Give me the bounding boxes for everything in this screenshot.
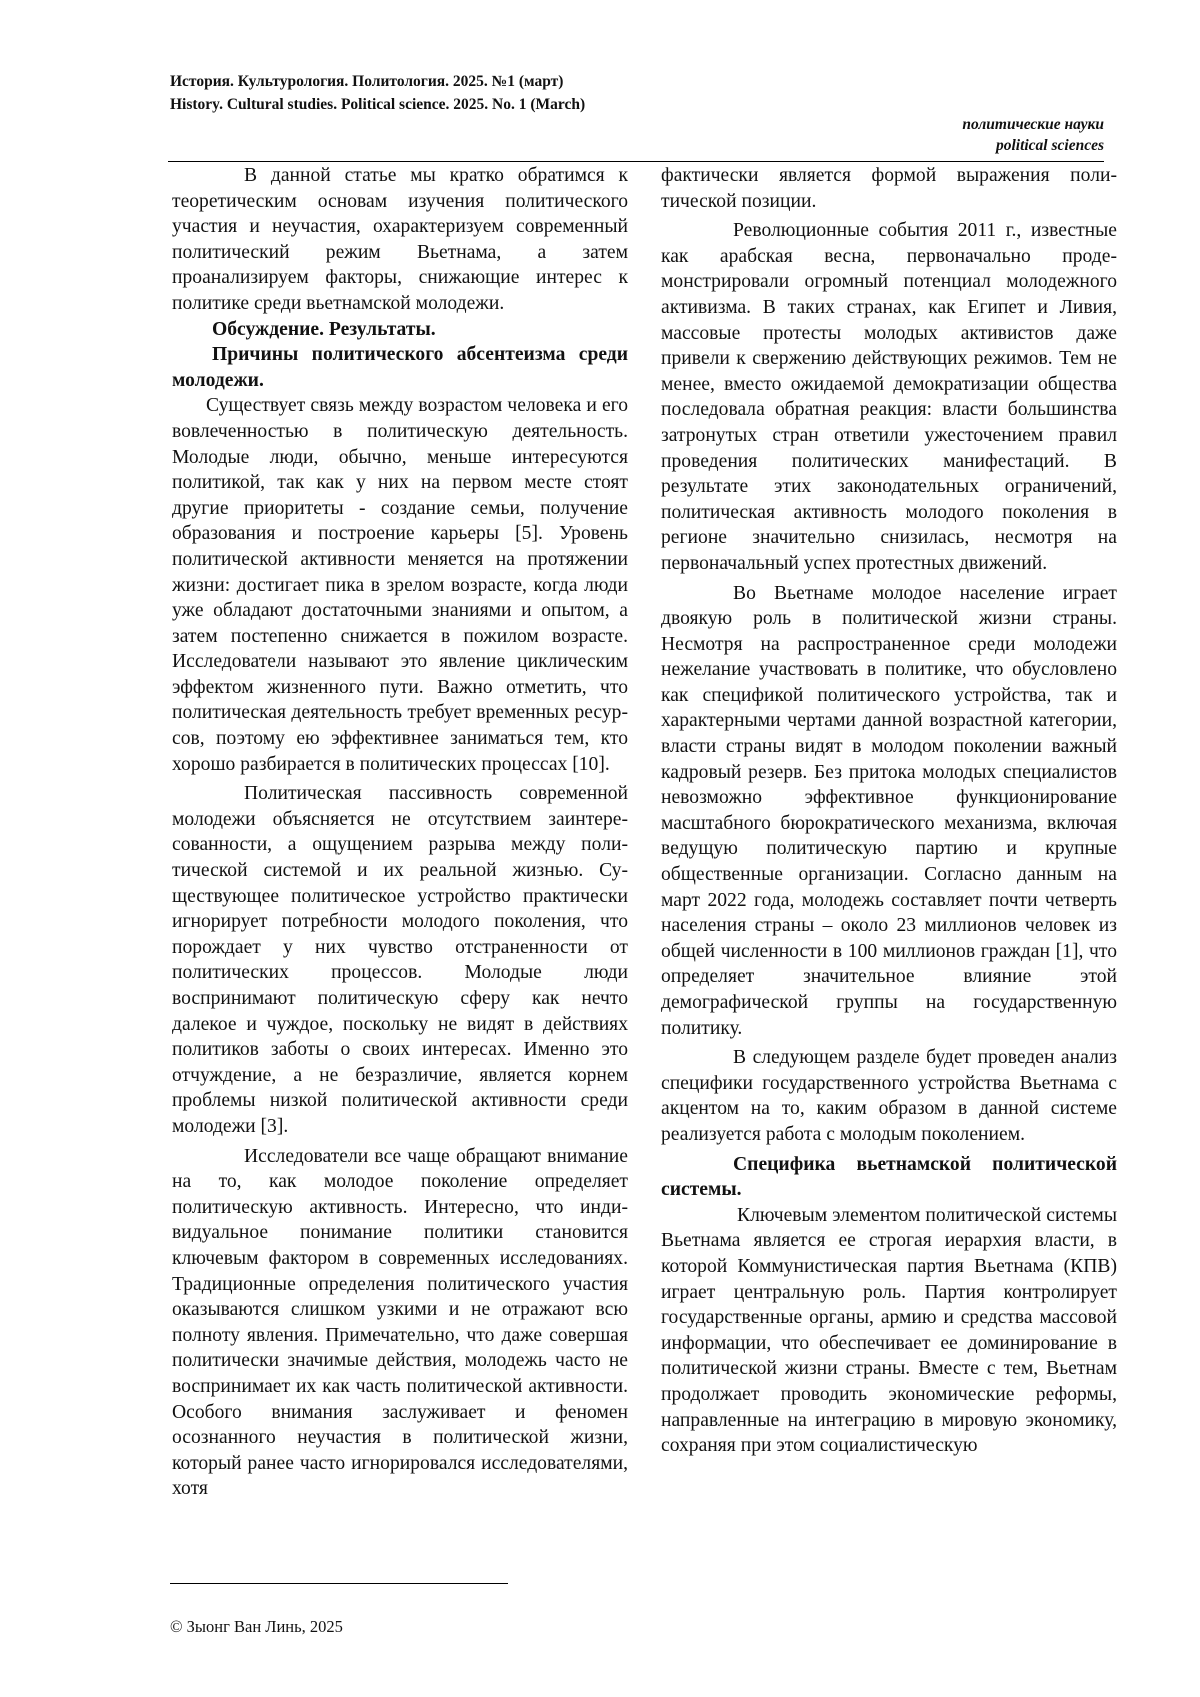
section-label-ru: политические науки bbox=[962, 116, 1104, 133]
paragraph-intro: В данной статье мы кратко обратимся к теоретическим основам изучения политического участия и неучастия, охарактеризуем современный политический режим Вьетнама, а затем проанализируем факторы, снижающие интерес к политике среди вьетнамской молодежи. bbox=[172, 165, 628, 314]
paragraph-next-section: В следующем разделе будет проведен анализ специфики государственного устройства Вьетнама с акцентом на то, каким образом в данной системе реализуется работа с молодым поколением. bbox=[661, 1047, 1117, 1145]
paragraph-continuation: фактически является формой выражения политической позиции. bbox=[661, 165, 1117, 212]
left-column bbox=[172, 163, 628, 1502]
journal-title-en: History. Cultural studies. Political science. 2025. No. 1 (March) bbox=[170, 96, 586, 113]
footnote-rule bbox=[170, 1583, 508, 1584]
copyright-notice: © Зыонг Ван Линь, 2025 bbox=[170, 1617, 343, 1636]
paragraph-researchers: Исследователи все чаще обращают внимание на то, как молодое поколение определяет политическую активность. Интересно, что индивидуальное понимание политики становится ключевым фактором в современных исследованиях. Традиционные определения политического участия оказываются слишком узкими и не отражают всю полноту явления. Примечательно, что даже совершая политически значимые действия, молодежь часто не воспринимает их как часть политической активности. Особого внимания заслуживает и феномен осознанного неучастия в политической жизни, который ранее часто игнорировался исследователями, хотя bbox=[172, 1145, 628, 1500]
header-rule bbox=[168, 161, 1104, 162]
section-label bbox=[962, 114, 1104, 156]
paragraph-arab-spring: Революционные события 2011 г., известные как арабская весна, первоначально продемонстрировали огромный потенциал молодежного активизма. В таких странах, как Египет и Ливия, массовые протесты молодых активистов даже привели к свержению действующих режимов. Тем не менее, вместо ожидаемой демократизации общества последовала обратная реакция: власти большинства затронутых стран ответили ужесточением правил проведения политических манифестаций. В результате этих законодательных ограничений, политическая активность молодого поколения в регионе значительно снизилась, несмотря на первоначальный успех протестных движений. bbox=[661, 220, 1117, 574]
section-heading-discussion: Обсуждение. Результаты. bbox=[212, 318, 436, 340]
right-column bbox=[661, 163, 1117, 1459]
paragraph-vietnam-youth: Во Вьетнаме молодое население играет двоякую роль в политической жизни страны. Несмотря на распространенное среди молодежи нежелание участвовать в политике, что обусловлено как спецификой политического устройства, так и характерными чертами данной возрастной категории, власти страны видят в молодом поколении важный кадровый резерв. Без притока молодых специалистов невозможно эффективное функционирование масштабного бюрократического механизма, включая ведущую политическую партию и крупные общественные организации. Согласно данным на март 2022 года, молодежь составляет почти четверть населения страны – около 23 миллионов человек из общей численности в 100 миллионов граждан [1], что определяет значительное влияние этой демографической группы на государственную политику. bbox=[661, 582, 1117, 1039]
section-heading-political-system: Специфика вьетнамской политической системы. bbox=[661, 1153, 1117, 1201]
section-heading-absenteeism: Причины политического абсентеизма среди молодежи. bbox=[172, 344, 628, 391]
journal-header bbox=[170, 70, 585, 116]
paragraph-political-passivity: Политическая пассивность современной молодежи объясняется не отсутствием заинтересованности, а ощущением разрыва между политической системой и их реальной жизнью. Существующее политическое устройство практически игнорирует потребности молодого поколения, что порождает у них чувство отстраненности от политических процессов. Молодые люди воспринимают политическую сферу как нечто далекое и чуждое, поскольку не видят в действиях политиков заботы о своих интересах. Именно это отчуждение, а не безразличие, является корнем проблемы низкой политической активности среди молодежи [3]. bbox=[172, 783, 628, 1137]
section-label-en: political sciences bbox=[995, 137, 1104, 154]
journal-title-ru: История. Культурология. Политология. 2025. №1 (март) bbox=[170, 73, 564, 90]
paragraph-hierarchy: Ключевым элементом политической системы Вьетнама является ее строгая иерархия власти, в которой Коммунистическая партия Вьетнама (КПВ) играет центральную роль. Партия контролирует государственные органы, армию и средства массовой информации, что обеспечивает ее доминирование в политической жизни страны. Вместе с тем, Вьетнам продолжает проводить экономические реформы, направленные на интеграцию в мировую экономику, сохраняя при этом социалистическую bbox=[661, 1204, 1117, 1457]
paragraph-age-engagement: Существует связь между возрастом человека и его вовлеченностью в политическую деятельность. Молодые люди, обычно, меньше интересуются политикой, так как у них на первом месте стоят другие приоритеты - создание семьи, получение образования и построение карьеры [5]. Уровень политической активности меняется на протяжении жизни: достигает пика в зрелом возрасте, когда люди уже обладают достаточными знаниями и опытом, а затем постепенно снижается в пожилом возрасте. Исследователи называют это явление циклическим эффектом жизненного пути. Важно отметить, что политическая деятельность требует временных ресурсов, поэтому ею эффективнее заниматься тем, кто хорошо разбирается в политических процессах [10]. bbox=[172, 395, 628, 775]
